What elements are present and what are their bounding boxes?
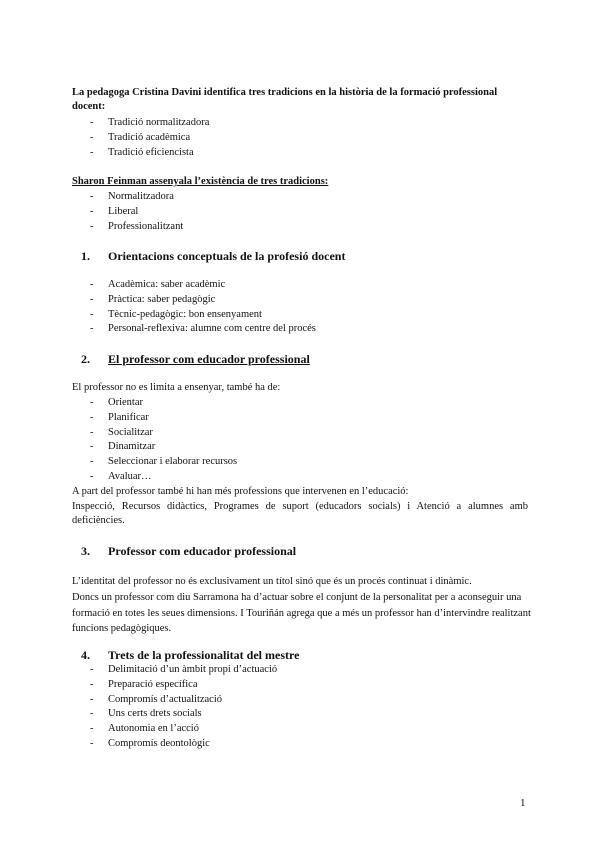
section2-lead: El professor no es limita a ensenyar, també ha de: [72,382,281,393]
section-number: 4. [81,648,90,662]
section1-heading [81,248,345,264]
list-item: - Dinamitzar [72,440,237,455]
section3-heading [81,543,296,559]
section2-paragraph: A part del professor també hi han més professions que intervenen en l’educació: [72,486,409,497]
list-item: - Autonomia en l’acció [72,722,277,737]
section3-paragraph: L’identitat del professor no és exclusivament un títol sinó que és un procés continuat i dinàmic. [72,576,472,587]
intro2-heading: Sharon Feinman assenyala l’existència de tres tradicions: [72,176,329,187]
page-number: 1 [520,797,526,809]
list-item: - Uns certs drets socials [72,707,277,722]
list-item: - Tradició acadèmica [72,131,209,146]
section-number: 2. [81,352,90,366]
section1-list [72,278,316,337]
section-title: Trets de la professionalitat del mestre [108,648,300,662]
intro2-list [72,190,183,234]
list-item: - Pràctica: saber pedagògic [72,293,316,308]
list-item: - Tècnic-pedagògic: bon ensenyament [72,308,316,323]
section2-paragraph: Inspecció, Recursos didàctics, Programes de suport (educadors socials) i Atenció a alumnes amb deficiències. [72,501,528,526]
list-item: - Liberal [72,205,183,220]
section2-list [72,396,237,485]
section-title: Orientacions conceptuals de la profesió docent [108,249,346,263]
list-item: - Professionalitzant [72,220,183,235]
section-title: Professor com educador professional [108,544,297,558]
intro1-heading: La pedagoga Cristina Davini identifica tres tradicions en la història de la formació professional docent: [72,87,498,112]
section-number: 1. [81,249,90,263]
list-item: - Normalitzadora [72,190,183,205]
section3-paragraph: Doncs un professor com diu Sarramona ha d’actuar sobre el conjunt de la personalitat per a aconseguir una formació en totes les seues dimensions. I Touriñán agrega que a més un professor han d’intervindre realitzant funcions pedagògiques. [72,592,531,634]
section4-heading [81,647,299,663]
list-item: - Tradició normalitzadora [72,116,209,131]
list-item: - Acadèmica: saber acadèmic [72,278,316,293]
list-item: - Socialitzar [72,426,237,441]
list-item: - Preparació específica [72,678,277,693]
list-item: - Compromís deontològic [72,737,277,752]
list-item: - Compromís d’actualització [72,693,277,708]
list-item: - Delimitació d’un àmbit propi d’actuació [72,663,277,678]
list-item: - Orientar [72,396,237,411]
section2-heading [81,351,310,367]
list-item: - Tradició eficiencista [72,146,209,161]
list-item: - Personal-reflexiva: alumne com centre del procés [72,322,316,337]
list-item: - Seleccionar i elaborar recursos [72,455,237,470]
section4-list [72,663,277,752]
list-item: - Avaluar… [72,470,237,485]
intro1-list [72,116,209,160]
list-item: - Planificar [72,411,237,426]
section-title: El professor com educador professional [108,352,310,366]
section-number: 3. [81,544,90,558]
